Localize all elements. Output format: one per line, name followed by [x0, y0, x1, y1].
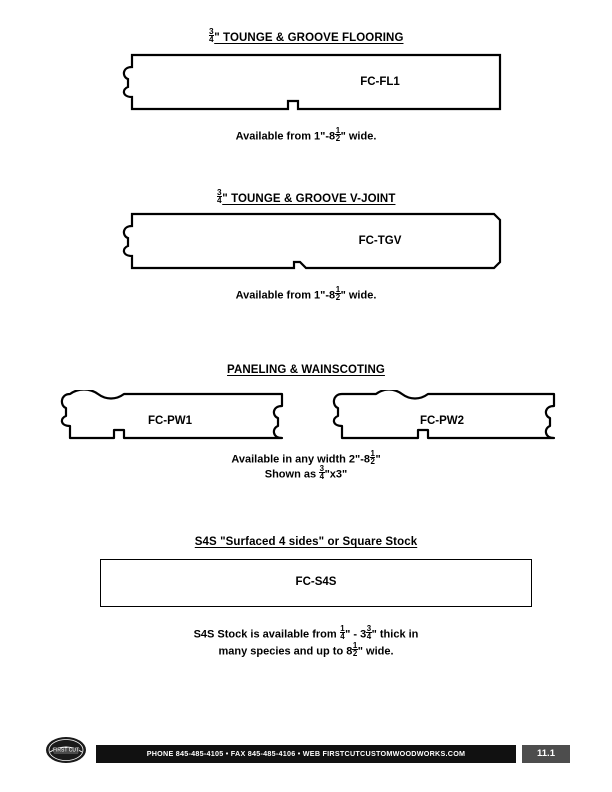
svg-text:FIRST CUT: FIRST CUT — [52, 747, 80, 754]
section-title-s4s — [0, 536, 612, 548]
fraction-three-quarters: $\frac{3}{4}$ — [217, 187, 222, 206]
section-title-flooring — [0, 27, 612, 44]
fraction-three-quarters: $\frac{3}{4}$ — [319, 463, 325, 482]
caption-paneling-line1-prefix: Available in any width 2"-8 — [231, 453, 371, 466]
caption-s4s-line2-prefix: many species and up to 8 — [218, 645, 353, 658]
fraction-three-quarters: $\frac{3}{4}$ — [366, 623, 372, 642]
section-title-paneling — [0, 364, 612, 376]
caption-s4s-line2-suffix: " wide. — [357, 645, 394, 658]
caption-s4s-line1 — [0, 624, 612, 642]
caption-paneling-line1-suffix: " — [375, 453, 381, 466]
footer-page-number: 11.1 — [522, 745, 570, 763]
caption-s4s-line1-suffix: " thick in — [371, 628, 419, 641]
profile-label-fc-pw2: FC-PW2 — [419, 415, 465, 427]
caption-flooring — [0, 126, 612, 144]
caption-paneling-line2-suffix: "x3" — [324, 468, 348, 481]
fraction-one-half: $\frac{1}{2}$ — [335, 284, 341, 303]
section-title-s4s-text: S4S "Surfaced 4 sides" or Square Stock — [194, 536, 418, 548]
caption-flooring-prefix: Available from 1"-8 — [235, 130, 336, 143]
caption-flooring-suffix: " wide. — [340, 130, 377, 143]
section-title-vjoint — [0, 188, 612, 205]
caption-s4s-line1-prefix: S4S Stock is available from — [193, 628, 340, 641]
fraction-one-half: $\frac{1}{2}$ — [335, 125, 341, 144]
caption-vjoint — [0, 285, 612, 303]
caption-paneling-line2-prefix: Shown as — [264, 468, 320, 481]
profile-label-fc-s4s: FC-S4S — [295, 576, 337, 588]
footer-contact-text: PHONE 845-485-4105 • FAX 845-485-4106 • WEB FIRSTCUTCUSTOMWOODWORKS.COM — [146, 749, 466, 758]
profile-drawing-fc-s4s — [100, 559, 532, 607]
caption-s4s-line2 — [0, 641, 612, 659]
profile-label-fc-fl1: FC-FL1 — [360, 76, 400, 88]
profile-label-fc-tgv: FC-TGV — [358, 235, 402, 247]
section-title-vjoint-text: " TOUNGE & GROOVE V-JOINT — [222, 192, 396, 205]
caption-vjoint-suffix: " wide. — [340, 289, 377, 302]
caption-s4s-line1-mid: " - 3 — [345, 628, 367, 641]
profile-label-fc-pw1: FC-PW1 — [147, 415, 193, 427]
section-title-paneling-text: PANELING & WAINSCOTING — [227, 364, 385, 376]
fraction-one-half: $\frac{1}{2}$ — [370, 448, 375, 467]
fraction-one-half: $\frac{1}{2}$ — [352, 640, 358, 659]
fraction-one-quarter: $\frac{1}{4}$ — [340, 623, 345, 642]
section-title-flooring-text: " TOUNGE & GROOVE FLOORING — [214, 31, 404, 44]
company-logo — [44, 735, 88, 765]
caption-vjoint-prefix: Available from 1"-8 — [235, 289, 336, 302]
caption-paneling-line2 — [0, 464, 612, 482]
fraction-three-quarters: $\frac{3}{4}$ — [209, 26, 214, 45]
